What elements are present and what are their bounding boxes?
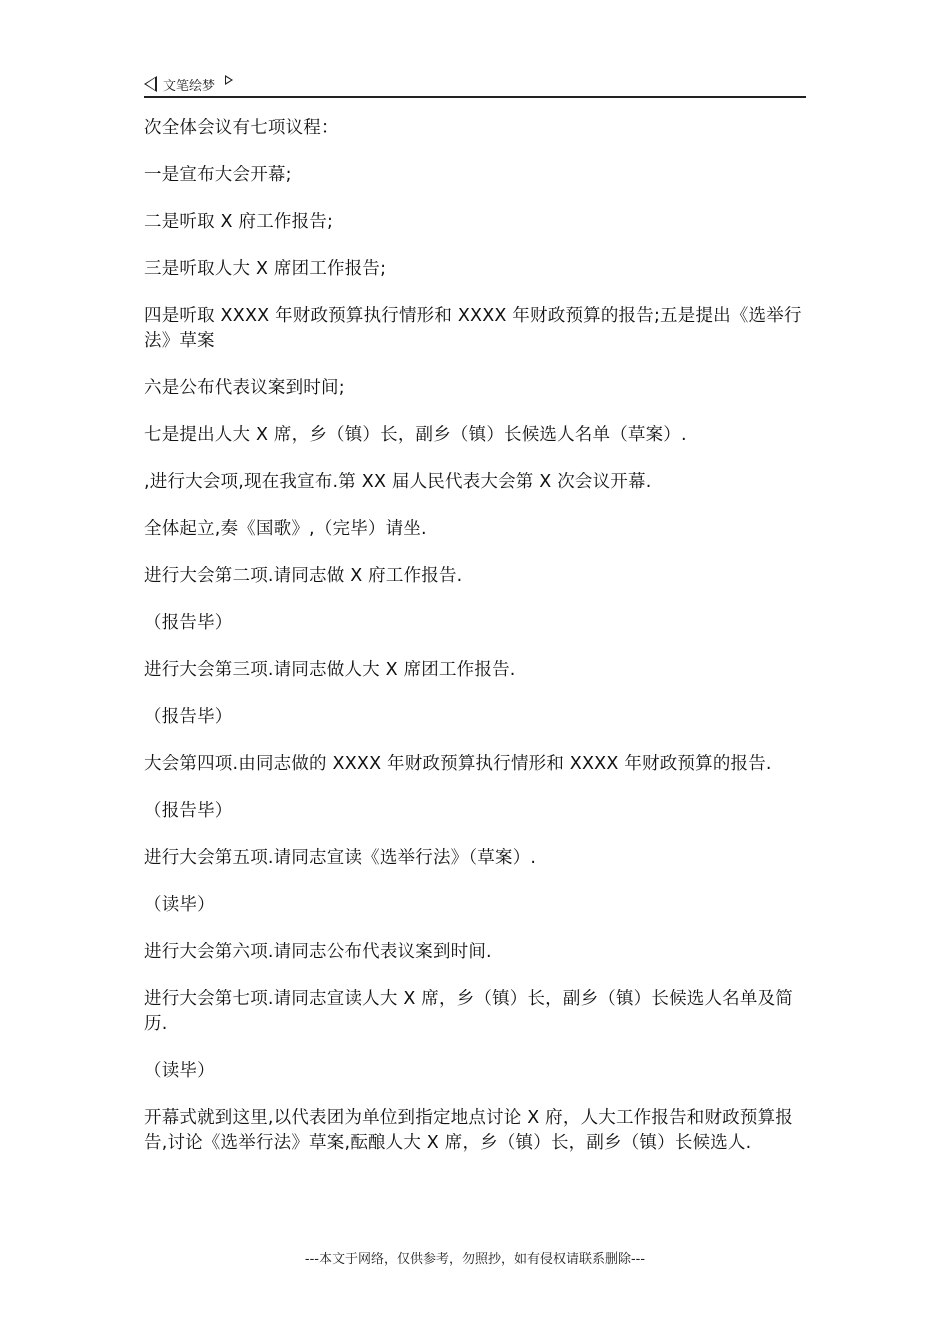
paragraph: ,进行大会项,现在我宣布.第 XX 届人民代表大会第 X 次会议开幕. [144,472,652,492]
paragraph: （报告毕） [144,801,233,821]
page-footer: ---本文于网络，仅供参考，勿照抄，如有侵权请联系删除--- [304,1252,646,1267]
triangle-left-icon [144,76,157,92]
document-body [144,116,809,1178]
page-header [144,72,806,98]
paragraph: 一是宣布大会开幕; [144,165,292,185]
paragraph: 开幕式就到这里,以代表团为单位到指定地点讨论 X 府，人大工作报告和财政预算报告,讨论《选举行法》草案,酝酿人大 X 席，乡（镇）长，副乡（镇）长候选人. [144,1108,793,1153]
paragraph: 六是公布代表议案到时间; [144,378,345,398]
paragraph: 二是听取 X 府工作报告; [144,212,334,232]
paragraph: 全体起立,奏《国歌》,（完毕）请坐. [144,519,427,539]
paragraph: 进行大会第六项.请同志公布代表议案到时间. [144,942,492,962]
paragraph: 大会第四项.由同志做的 XXXX 年财政预算执行情形和 XXXX 年财政预算的报告. [144,754,772,774]
paragraph: 三是听取人大 X 席团工作报告; [144,259,387,279]
paragraph: 四是听取 XXXX 年财政预算执行情形和 XXXX 年财政预算的报告;五是提出《选举行法》草案 [144,306,802,351]
header-title: 文笔绘梦 [163,78,216,94]
paragraph: （报告毕） [144,707,233,727]
paragraph: 进行大会第三项.请同志做人大 X 席团工作报告. [144,660,516,680]
paragraph: 进行大会第七项.请同志宣读人大 X 席，乡（镇）长，副乡（镇）长候选人名单及简历. [144,989,793,1034]
triangle-right-icon [225,75,233,85]
paragraph: 进行大会第五项.请同志宣读《选举行法》（草案）. [144,848,537,868]
paragraph: 进行大会第二项.请同志做 X 府工作报告. [144,566,463,586]
paragraph: （读毕） [144,895,215,915]
paragraph: （报告毕） [144,613,233,633]
paragraph: （读毕） [144,1061,215,1081]
paragraph: 次全体会议有七项议程： [144,118,339,138]
paragraph: 七是提出人大 X 席，乡（镇）长，副乡（镇）长候选人名单（草案）. [144,425,687,445]
